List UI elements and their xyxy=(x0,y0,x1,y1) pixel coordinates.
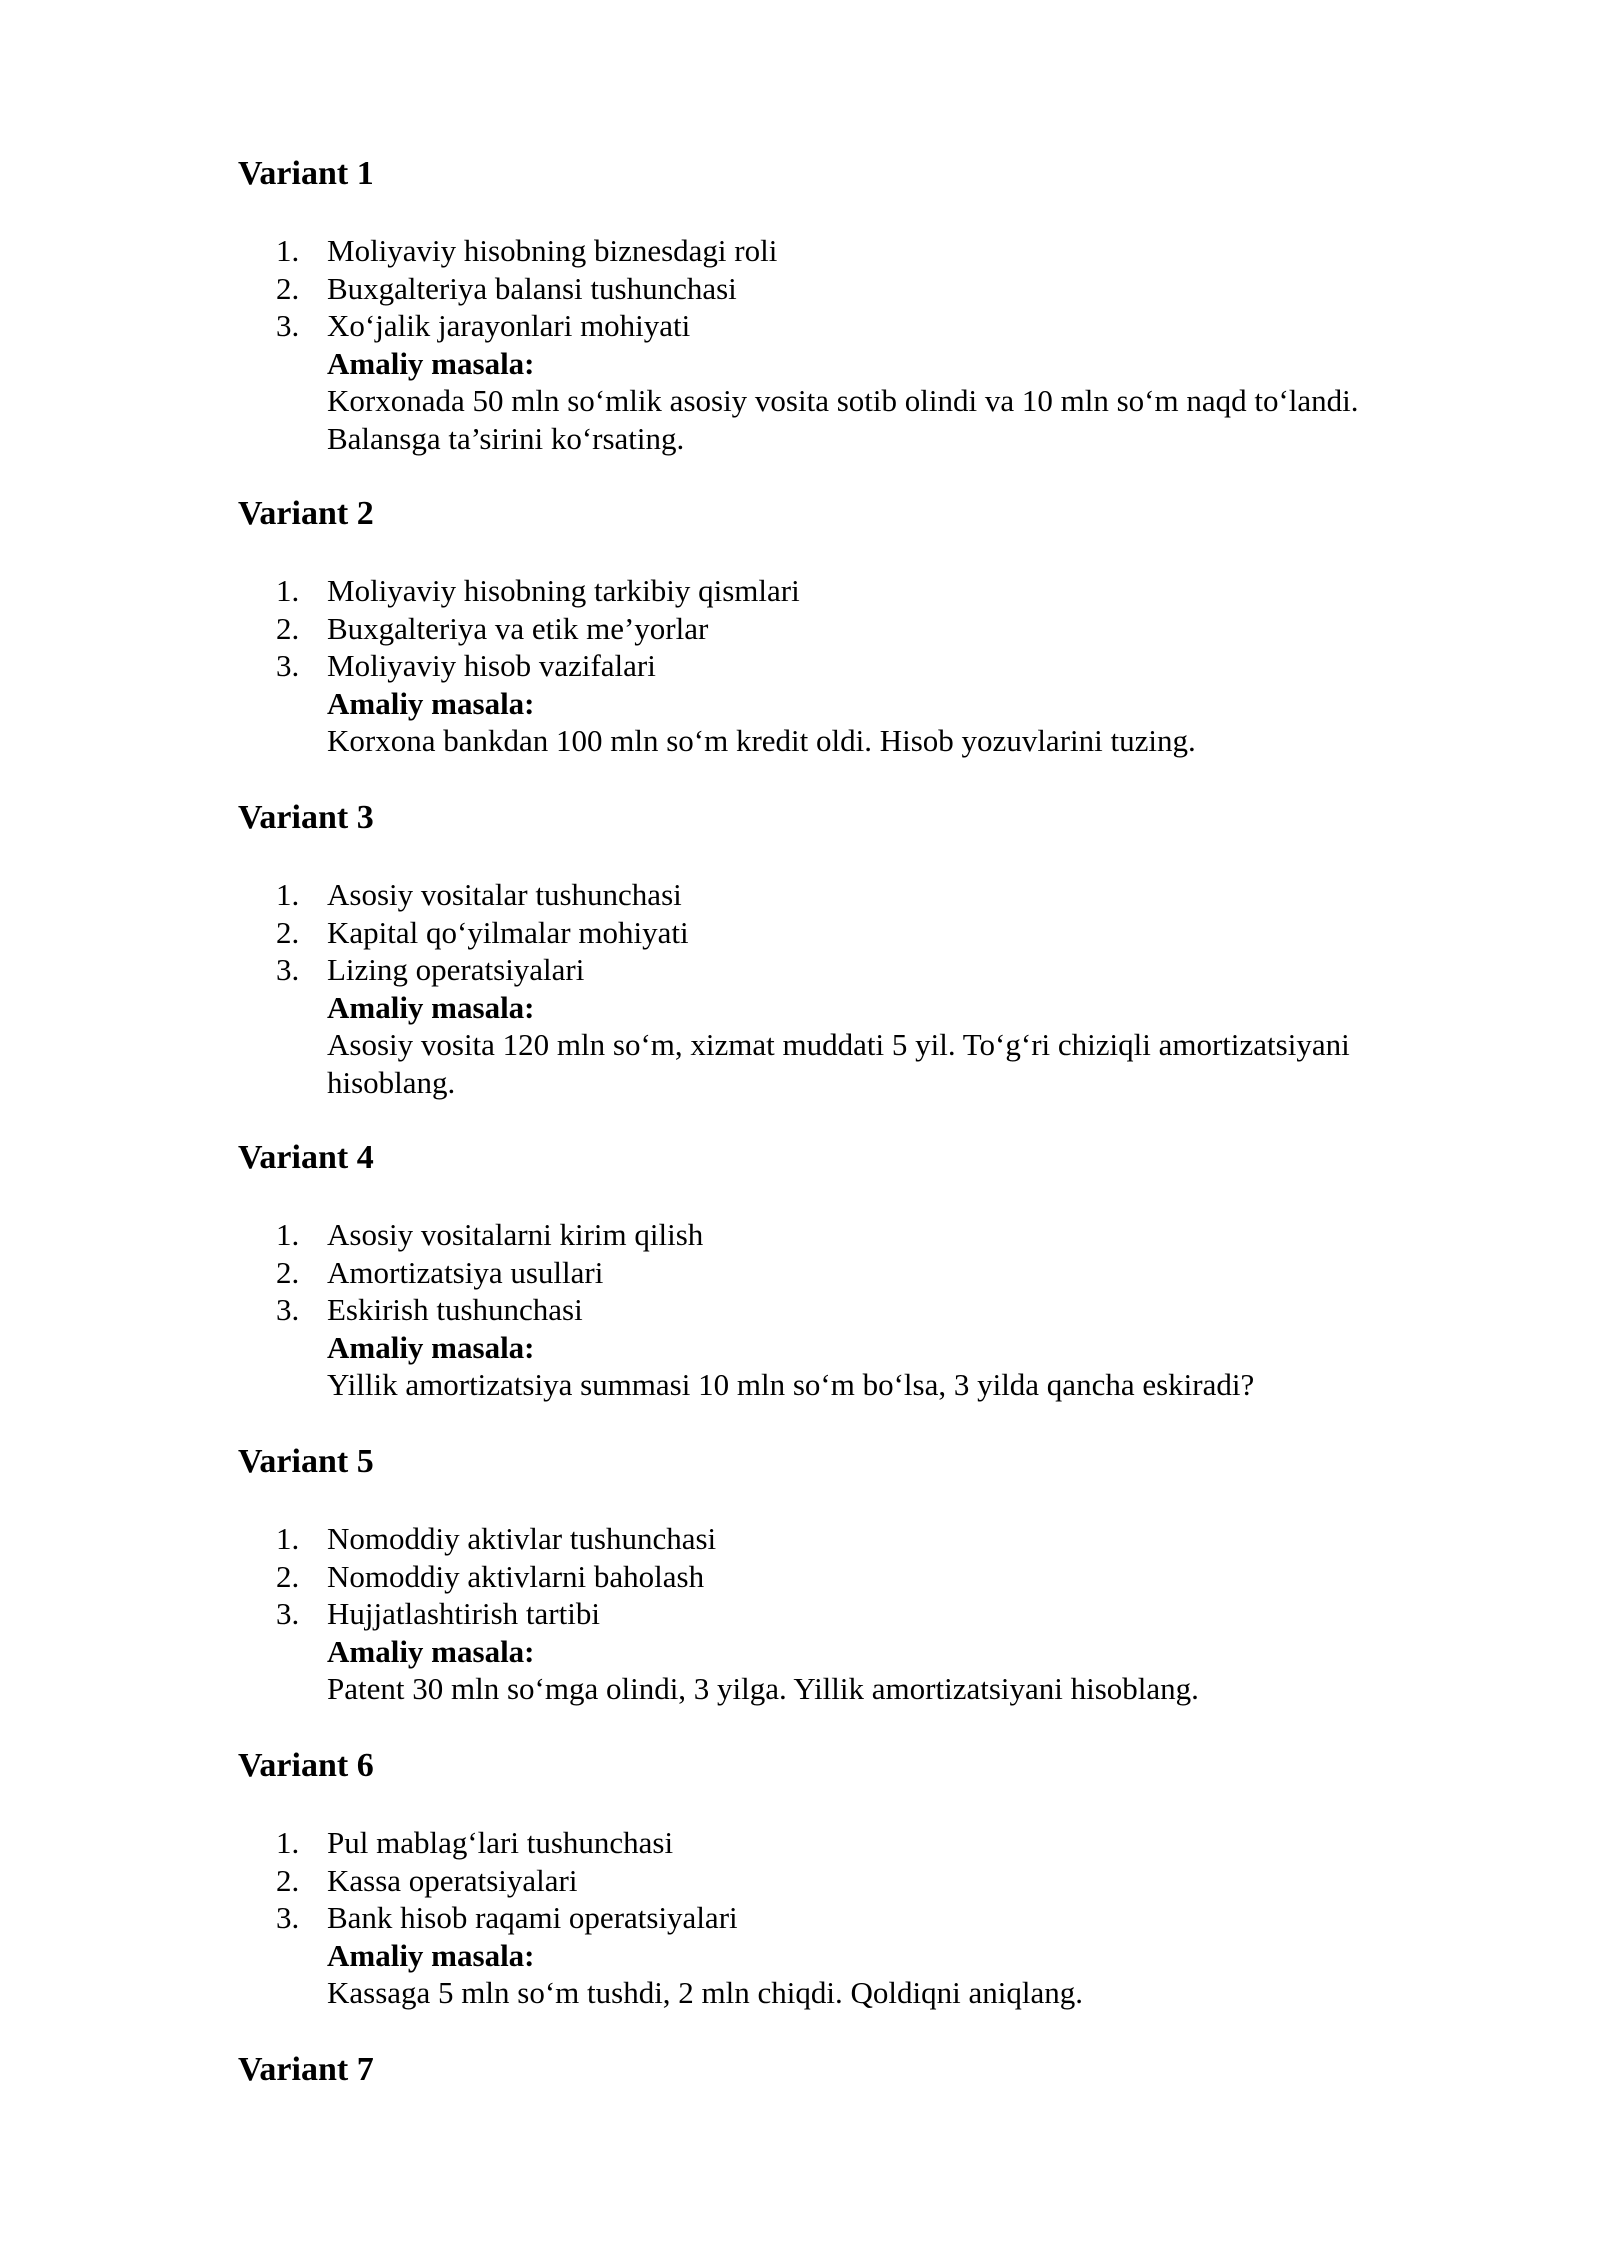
item-text: Asosiy vositalarni kirim qilish xyxy=(327,1217,704,1252)
practical-task xyxy=(238,1329,1418,1404)
item-text: Moliyaviy hisob vazifalari xyxy=(327,648,656,683)
task-text-line: Korxona bankdan 100 mln so‘m kredit oldi. Hisob yozuvlarini tuzing. xyxy=(327,723,1196,758)
list-item xyxy=(238,1862,1418,1900)
question-list xyxy=(238,1824,1418,1937)
variant-section-2 xyxy=(238,494,1418,760)
variant-heading: Variant 5 xyxy=(238,1443,374,1480)
variant-section-7 xyxy=(238,2050,1418,2090)
item-text: Eskirish tushunchasi xyxy=(327,1292,583,1327)
item-number: 1. xyxy=(276,1825,300,1860)
task-text-line: hisoblang. xyxy=(327,1064,456,1100)
item-number: 3. xyxy=(276,308,300,343)
item-number: 3. xyxy=(276,1900,300,1935)
item-text: Moliyaviy hisobning biznesdagi roli xyxy=(327,233,778,268)
item-text: Pul mablag‘lari tushunchasi xyxy=(327,1825,674,1860)
item-number: 2. xyxy=(276,1862,300,1898)
item-text: Amortizatsiya usullari xyxy=(327,1254,604,1290)
practical-task xyxy=(238,345,1418,458)
list-item xyxy=(238,610,1418,648)
item-text: Lizing operatsiyalari xyxy=(327,952,585,987)
item-number: 2. xyxy=(276,610,300,646)
task-text-line: Korxonada 50 mln so‘mlik asosiy vosita sotib olindi va 10 mln so‘m naqd to‘landi. xyxy=(327,383,1359,418)
practical-task xyxy=(238,1937,1418,2012)
task-label: Amaliy masala: xyxy=(327,1329,535,1365)
practical-task xyxy=(238,685,1418,760)
list-item xyxy=(238,1291,1418,1329)
item-text: Buxgalteriya va etik me’yorlar xyxy=(327,610,709,646)
list-item xyxy=(238,1216,1418,1254)
variant-section-1 xyxy=(238,154,1418,457)
list-item xyxy=(238,232,1418,270)
item-text: Hujjatlashtirish tartibi xyxy=(327,1596,600,1631)
task-text-line: Kassaga 5 mln so‘m tushdi, 2 mln chiqdi. Qoldiqni aniqlang. xyxy=(327,1975,1083,2010)
question-list xyxy=(238,232,1418,345)
item-text: Moliyaviy hisobning tarkibiy qismlari xyxy=(327,573,800,608)
list-item xyxy=(238,1254,1418,1292)
list-item xyxy=(238,1520,1418,1558)
item-text: Kassa operatsiyalari xyxy=(327,1862,578,1898)
item-number: 3. xyxy=(276,648,300,683)
variant-heading: Variant 2 xyxy=(238,495,374,532)
task-text-line: Yillik amortizatsiya summasi 10 mln so‘m bo‘lsa, 3 yilda qancha eskiradi? xyxy=(327,1367,1255,1402)
item-number: 1. xyxy=(276,573,300,608)
list-item xyxy=(238,647,1418,685)
task-label: Amaliy masala: xyxy=(327,989,535,1025)
task-label: Amaliy masala: xyxy=(327,1633,535,1669)
variant-section-6 xyxy=(238,1746,1418,2012)
item-number: 3. xyxy=(276,1596,300,1631)
item-number: 1. xyxy=(276,1217,300,1252)
question-list xyxy=(238,1520,1418,1633)
list-item xyxy=(238,270,1418,308)
item-number: 2. xyxy=(276,1558,300,1594)
variant-heading: Variant 1 xyxy=(238,155,374,192)
variant-heading: Variant 6 xyxy=(238,1747,374,1784)
list-item xyxy=(238,1595,1418,1633)
item-number: 3. xyxy=(276,952,300,987)
item-text: Buxgalteriya balansi tushunchasi xyxy=(327,270,737,306)
list-item xyxy=(238,572,1418,610)
item-number: 1. xyxy=(276,233,300,268)
variant-section-5 xyxy=(238,1442,1418,1708)
list-item xyxy=(238,876,1418,914)
variant-heading: Variant 7 xyxy=(238,2051,374,2088)
variant-heading: Variant 3 xyxy=(238,799,374,836)
practical-task xyxy=(238,1633,1418,1708)
question-list xyxy=(238,572,1418,685)
task-text-line: Patent 30 mln so‘mga olindi, 3 yilga. Yillik amortizatsiyani hisoblang. xyxy=(327,1671,1199,1706)
variant-heading: Variant 4 xyxy=(238,1139,374,1176)
list-item xyxy=(238,1824,1418,1862)
practical-task xyxy=(238,989,1418,1102)
task-label: Amaliy masala: xyxy=(327,345,535,381)
list-item xyxy=(238,1899,1418,1937)
item-text: Asosiy vositalar tushunchasi xyxy=(327,877,682,912)
task-label: Amaliy masala: xyxy=(327,685,535,721)
item-number: 1. xyxy=(276,877,300,912)
task-text-line: Balansga ta’sirini ko‘rsating. xyxy=(327,420,685,456)
list-item xyxy=(238,951,1418,989)
variant-section-4 xyxy=(238,1138,1418,1404)
item-text: Nomoddiy aktivlarni baholash xyxy=(327,1558,705,1594)
list-item xyxy=(238,1558,1418,1596)
list-item xyxy=(238,914,1418,952)
item-number: 2. xyxy=(276,270,300,306)
item-text: Nomoddiy aktivlar tushunchasi xyxy=(327,1521,717,1556)
item-text: Bank hisob raqami operatsiyalari xyxy=(327,1900,738,1935)
item-number: 2. xyxy=(276,914,300,950)
list-item xyxy=(238,307,1418,345)
question-list xyxy=(238,1216,1418,1329)
variant-section-3 xyxy=(238,798,1418,1101)
item-text: Kapital qo‘yilmalar mohiyati xyxy=(327,914,689,950)
task-text-line: Asosiy vosita 120 mln so‘m, xizmat muddati 5 yil. To‘g‘ri chiziqli amortizatsiyani xyxy=(327,1027,1350,1062)
item-number: 3. xyxy=(276,1292,300,1327)
item-number: 1. xyxy=(276,1521,300,1556)
task-label: Amaliy masala: xyxy=(327,1937,535,1973)
question-list xyxy=(238,876,1418,989)
item-number: 2. xyxy=(276,1254,300,1290)
item-text: Xo‘jalik jarayonlari mohiyati xyxy=(327,308,691,343)
